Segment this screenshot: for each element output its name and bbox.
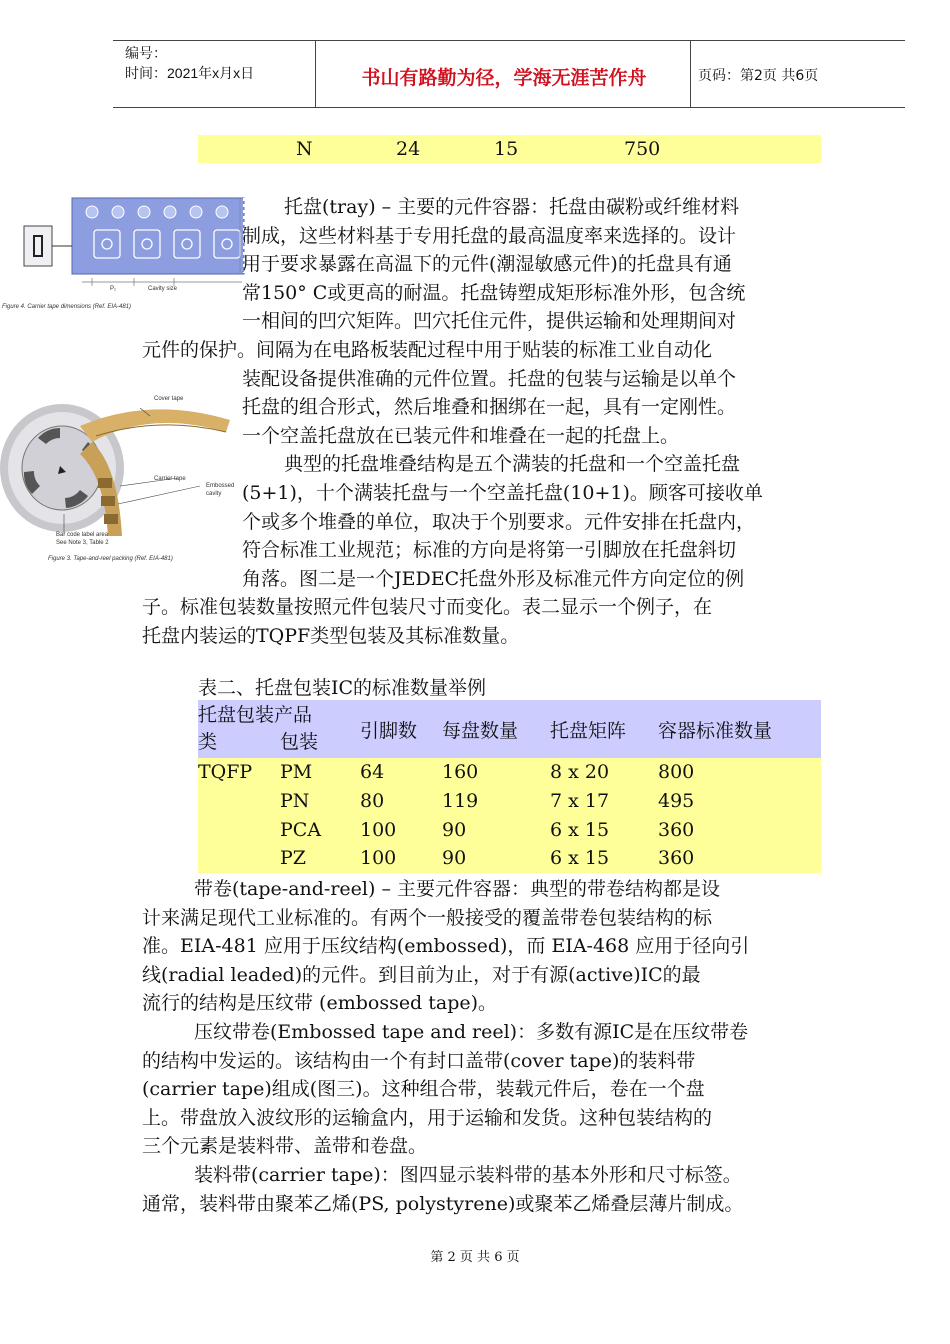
embossed-cavity-label: Embossed cavity <box>206 483 235 497</box>
cell: 90 <box>442 815 550 844</box>
text-line: 带卷(tape-and-reel) – 主要元件容器：典型的带卷结构都是设 <box>194 878 720 900</box>
page-header <box>113 40 905 108</box>
table-row-continuation <box>198 135 821 163</box>
table-header-row <box>198 700 821 758</box>
cell: 160 <box>442 758 550 787</box>
text-line: 装料带(carrier tape)：图四显示装料带的基本外形和尺寸标签。 <box>194 1163 742 1186</box>
text-line: 个或多个堆叠的单位，取决于个别要求。元件安排在托盘内， <box>242 510 756 533</box>
cell: 800 <box>658 758 821 787</box>
text-line: 制成，这些材料基于专用托盘的最高温度率来选择的。设计 <box>242 224 737 247</box>
header-divider <box>690 41 691 107</box>
header-page-label: 页码：第2页 共6页 <box>698 68 819 84</box>
text-line: 计来满足现代工业标准的。有两个一般接受的覆盖带卷包装结构的标 <box>142 906 713 929</box>
table-row <box>198 758 821 787</box>
bar-code-label: Bar code label area <box>56 532 109 538</box>
text-line: 托盘内装运的TQPF类型包装及其标准数量。 <box>142 624 520 647</box>
text-line: 托盘(tray) – 主要的元件容器：托盘由碳粉或纤维材料 <box>284 196 740 218</box>
text-line: 符合标准工业规范；标准的方向是将第一引脚放在托盘斜切 <box>242 539 737 562</box>
table-title: 表二、托盘包装IC的标准数量举例 <box>198 677 487 699</box>
time-label: 时间：2021年x月x日 <box>125 65 255 81</box>
text-line: 元件的保护。间隔为在电路板装配过程中用于贴装的标准工业自动化 <box>142 338 713 361</box>
cell: 15 <box>494 138 519 160</box>
text-line: 装配设备提供准确的元件位置。托盘的包装与运输是以单个 <box>242 367 737 390</box>
text-line: 角落。图二是一个JEDEC托盘外形及标准元件方向定位的例 <box>242 567 745 590</box>
text-line: 常150° C或更高的耐温。托盘铸塑成矩形标准外形，包含统 <box>242 281 746 304</box>
figure-label: P₁ <box>110 286 117 292</box>
cell: 495 <box>658 787 821 816</box>
text-line: 流行的结构是压纹带 (embossed tape)。 <box>142 992 498 1015</box>
cell: PM <box>280 758 360 787</box>
cell: 750 <box>624 138 661 160</box>
text-line: 三个元素是装料带、盖带和卷盘。 <box>142 1135 428 1158</box>
header-divider <box>315 41 316 107</box>
cell: 6 x 15 <box>550 815 658 844</box>
text-line: 一相间的凹穴矩阵。凹穴托住元件，提供运输和处理期间对 <box>242 310 737 333</box>
cell: 100 <box>360 815 442 844</box>
number-label: 编号： <box>125 45 167 61</box>
cell <box>198 815 280 844</box>
table-row <box>198 844 821 873</box>
carrier-tape-label: Carrier tape <box>154 476 186 482</box>
cell: 360 <box>658 815 821 844</box>
page-footer: 第 2 页 共 6 页 <box>430 1250 520 1265</box>
cell <box>198 787 280 816</box>
cell: 6 x 15 <box>550 844 658 873</box>
text-line: 托盘的组合形式，然后堆叠和捆绑在一起，具有一定刚性。 <box>242 396 737 419</box>
text-line: 典型的托盘堆叠结构是五个满装的托盘和一个空盖托盘 <box>284 453 741 476</box>
text-line: 用于要求暴露在高温下的元件(潮湿敏感元件)的托盘具有通 <box>242 253 732 276</box>
table-row <box>198 815 821 844</box>
cell <box>198 844 280 873</box>
cell: 24 <box>396 138 421 160</box>
text-line: (carrier tape)组成(图三)。这种组合带，装载元件后，卷在一个盘 <box>142 1078 705 1101</box>
header-cell-per-tray: 每盘数量 <box>442 700 550 758</box>
text-line: 上。带盘放入波纹形的运输盒内，用于运输和发货。这种包装结构的 <box>142 1106 713 1129</box>
header-motto: 书山有路勤为径，学海无涯苦作舟 <box>361 67 647 89</box>
figure-caption: Figure 3. Tape-and-reel packing (Ref. EIA-481) <box>48 556 173 562</box>
cell: 64 <box>360 758 442 787</box>
text-line: 线(radial leaded)的元件。到目前为止，对于有源(active)IC的最 <box>142 963 701 986</box>
header-cell-container-qty: 容器标准数量 <box>658 700 821 758</box>
cell: PZ <box>280 844 360 873</box>
cell: 360 <box>658 844 821 873</box>
cell: PN <box>280 787 360 816</box>
standard-quantity-table <box>198 700 821 873</box>
cell: 90 <box>442 844 550 873</box>
text-line: 准。EIA-481 应用于压纹结构(embossed)，而 EIA-468 应用于径向引 <box>142 935 750 958</box>
text-line: 通常，装料带由聚苯乙烯(PS, polystyrene)或聚苯乙烯叠层薄片制成。 <box>142 1192 744 1215</box>
header-meta <box>125 43 254 83</box>
cell: 7 x 17 <box>550 787 658 816</box>
paragraph-tray <box>142 193 882 651</box>
figure-caption: Figure 4. Carrier tape dimensions (Ref. EIA-481) <box>2 304 132 310</box>
cell: 119 <box>442 787 550 816</box>
cover-tape-label: Cover tape <box>154 396 184 402</box>
text-line: 子。标准包装数量按照元件包装尺寸而变化。表二显示一个例子，在 <box>142 596 713 619</box>
cell: 80 <box>360 787 442 816</box>
text-line: 压纹带卷(Embossed tape and reel)：多数有源IC是在压纹带卷 <box>194 1020 749 1043</box>
cell: PCA <box>280 815 360 844</box>
header-cell-matrix: 托盘矩阵 <box>550 700 658 758</box>
header-cell-product: 托盘包装产品 类 包装 <box>198 700 360 758</box>
table-row <box>198 787 821 816</box>
note-label: See Note 3, Table 2 <box>56 540 109 546</box>
header-cell-pins: 引脚数 <box>360 700 442 758</box>
cell: N <box>296 138 313 160</box>
text-line: (5+1)，十个满装托盘与一个空盖托盘(10+1)。顾客可接收单 <box>242 481 763 504</box>
cell: TQFP <box>198 758 280 787</box>
figure-label: Cavity size <box>148 286 178 292</box>
cell: 100 <box>360 844 442 873</box>
cell: 8 x 20 <box>550 758 658 787</box>
text-line: 一个空盖托盘放在已装元件和堆叠在一起的托盘上。 <box>242 424 680 447</box>
paragraph-tape-reel <box>142 875 892 1218</box>
text-line: 的结构中发运的。该结构由一个有封口盖带(cover tape)的装料带 <box>142 1049 696 1072</box>
